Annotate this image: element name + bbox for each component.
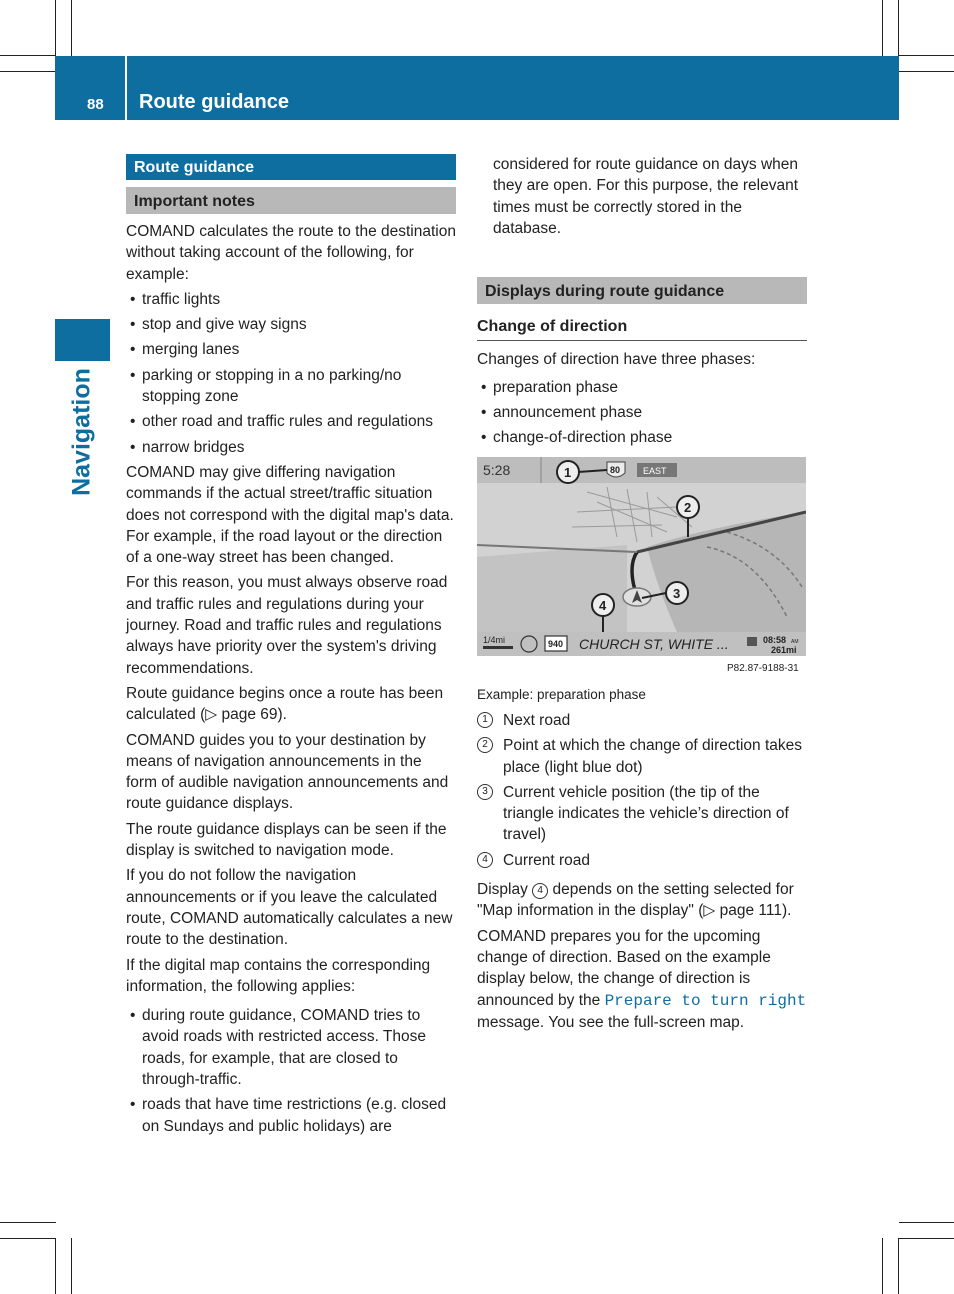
map-time: 5:28 [483,461,511,478]
highway-number: 80 [610,464,621,475]
crop-mark [882,1238,883,1294]
callout-number: 2 [684,499,692,515]
legend-number: 2 [477,737,493,753]
section-title: Route guidance [126,154,456,180]
crop-mark [899,55,954,56]
paragraph [477,926,807,1033]
legend-item [477,710,807,731]
list-item: • other road and traffic rules and regulations [126,411,456,432]
text-run: depends on the setting selected for "Map information in the display" (▷ page 111). [477,881,794,920]
destination-flag-icon [747,637,757,646]
remaining-distance: 261mi [771,644,797,655]
crop-mark [55,1238,56,1294]
paragraph: If the digital map contains the corresponding information, the following applies: [126,956,431,995]
text-run: message. You see the full-screen map. [477,1013,745,1031]
paragraph: COMAND calculates the route to the destination without taking account of the following, for example: [126,223,456,283]
direction-label: EAST [643,465,667,476]
paragraph [477,879,807,922]
scale-bar [483,646,513,649]
crop-mark [899,1222,954,1223]
header-divider [125,56,127,120]
callout-number: 3 [673,585,681,601]
legend-item [477,735,807,778]
legend-text: Current vehicle position (the tip of the triangle indicates the vehicle’s direction of travel) [503,783,789,844]
left-column [126,154,456,1141]
paragraph: COMAND may give differing navigation commands if the actual street/traffic situation does not correspond with the digital map's data. For example, if the road layout or the direction of a one-way street has been changed. [126,463,454,567]
paragraph: COMAND guides you to your destination by means of navigation announcements in the form of audible navigation announcements and route guidance displays. [126,731,449,813]
crop-mark [55,0,56,56]
map-scale: 1/4mi [483,634,506,645]
crop-mark [0,1238,56,1239]
subheading: Change of direction [477,316,807,341]
page-header [55,56,899,120]
paragraph: If you do not follow the navigation announcements or if you leave the calculated route, COMAND automatically calculates a new route to the destination. [126,867,453,949]
section-title: Displays during route guidance [477,277,807,304]
list-item: • roads that have time restrictions (e.g. closed on Sundays and public holidays) are [126,1094,456,1137]
crop-mark [0,1222,56,1223]
crop-mark [898,1238,899,1294]
list-item: • narrow bridges [126,437,456,458]
bullet-list [126,289,456,458]
display-message: Prepare to turn right [604,991,807,1010]
callout-number: 1 [564,464,572,480]
arrival-ampm: AM [791,638,799,645]
image-code: P82.87-9188-31 [727,662,799,674]
subsection-title: Important notes [126,187,456,214]
side-tab-label: Navigation [67,368,96,496]
side-tab [55,319,110,361]
crop-mark [899,71,954,72]
bullet-list [477,377,807,449]
arrival-time: 08:58 [763,634,787,645]
list-item: • change-of-direction phase [477,427,807,448]
crop-mark [71,1238,72,1294]
street-name: CHURCH ST, WHITE ... [579,635,729,652]
inline-callout-number: 4 [532,883,548,899]
legend-text: Current road [503,851,591,869]
bullet-list [126,1005,456,1137]
crop-mark [0,71,56,72]
highway-shield-icon [607,462,625,477]
list-item: • traffic lights [126,289,456,310]
paragraph: Route guidance begins once a route has been calculated (▷ page 69). [126,684,444,724]
text-run: COMAND prepares you for the upcoming change of direction. Based on the example display below, the change of direction is announced by the [477,927,771,1009]
paragraph: considered for route guidance on days when they are open. For this purpose, the relevant times must be correctly stored in the database. [493,156,799,237]
legend-number: 1 [477,712,493,728]
list-item: • parking or stopping in a no parking/no stopping zone [126,365,456,408]
text-run: Display [477,881,528,899]
crop-mark [899,1238,954,1239]
crop-mark [898,0,899,56]
legend-number: 3 [477,784,493,800]
list-item: • announcement phase [477,402,807,423]
figure-caption: Example: preparation phase [477,686,646,702]
crop-mark [0,55,56,56]
legend-text: Point at which the change of direction takes place (light blue dot) [503,737,802,776]
list-item: • merging lanes [126,339,456,360]
legend-number: 4 [477,852,493,868]
navigation-map-screenshot [477,457,806,677]
paragraph: Changes of direction have three phases: [477,351,756,369]
right-column [477,154,807,1037]
legend-item [477,850,807,871]
paragraph: The route guidance displays can be seen if the display is switched to navigation mode. [126,820,447,860]
callout-number: 4 [599,597,607,613]
crop-mark [71,0,72,56]
road-number: 940 [548,638,564,649]
paragraph: For this reason, you must always observe road and traffic rules and regulations during your journey. Road and traffic rules and regulations always have priority over the system's driving recommendations. [126,574,448,677]
page-title: Route guidance [139,91,290,113]
list-item: • during route guidance, COMAND tries to avoid roads with restricted access. Those roads, for example, that are closed to through-traffic. [126,1005,456,1090]
page-number: 88 [87,96,104,113]
list-item: • preparation phase [477,377,807,398]
legend-item [477,782,807,846]
list-item: • stop and give way signs [126,314,456,335]
legend-text: Next road [503,711,571,729]
crop-mark [882,0,883,56]
